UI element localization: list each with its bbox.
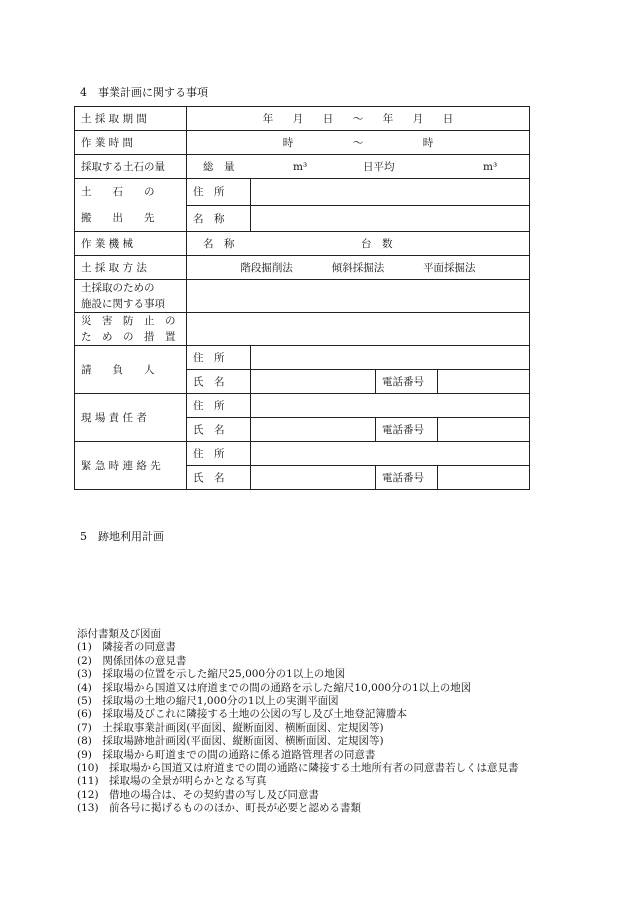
label-facility [75,280,187,313]
manager-person-field[interactable] [251,418,376,442]
export-address-label: 住 所 [187,179,251,206]
label-emergency [75,442,187,490]
label-machine-text: 作 業 機 械 [81,238,134,250]
emergency-person-label: 氏 名 [187,466,251,490]
label-hours [75,131,187,155]
row-contractor-address [75,346,530,370]
section-5-title: 5 跡地利用計画 [80,530,164,543]
row-hours [75,131,530,155]
period-month-2: 月 [412,113,424,125]
attachments-list [77,628,537,816]
field-facility[interactable] [187,280,530,313]
contractor-phone-field[interactable] [438,370,530,394]
emergency-address-field[interactable] [251,442,530,466]
emergency-phone-field[interactable] [438,466,530,490]
period-day-1: 日 [322,113,334,125]
row-amount [75,155,530,179]
hours-end: 時 [422,137,434,149]
attachment-item: (11) 採取場の全景が明らかとなる写真 [77,775,267,788]
machine-count-label: 台 数 [361,238,393,250]
label-hours-text: 作 業 時 間 [81,137,134,149]
manager-phone-label: 電話番号 [376,418,438,442]
amount-unit-1: m³ [293,160,308,173]
attachment-item: (1) 隣接者の同意書 [77,641,176,654]
section-4-title: 4 事業計画に関する事項 [80,86,208,99]
amount-daily-label: 日平均 [363,161,395,173]
label-disaster-top: 災 害 防 止 の [81,315,176,327]
emergency-person-field[interactable] [251,466,376,490]
label-manager [75,394,187,442]
emergency-phone-label: 電話番号 [376,466,438,490]
label-disaster [75,313,187,346]
machine-name-label: 名 称 [203,238,235,250]
row-export-address [75,179,530,206]
label-period-text: 土 採 取 期 間 [81,113,147,125]
row-emergency-address [75,442,530,466]
field-machine[interactable] [187,232,530,256]
period-tilde: ～ [352,113,364,125]
attachment-item: (10) 採取場から国道又は府道までの間の通路に隣接する土地所有者の同意書若しくは意見書 [77,762,519,775]
export-name-label: 名 称 [187,205,251,232]
attachment-item: (13) 前各号に掲げるもののほか、町長が必要と認める書類 [77,802,362,815]
contractor-person-label: 氏 名 [187,370,251,394]
field-amount[interactable] [187,155,530,179]
method-option-3[interactable]: 平面採掘法 [423,262,476,274]
amount-total-label: 総 量 [203,161,235,173]
manager-person-label: 氏 名 [187,418,251,442]
label-export-bottom: 搬 出 先 [81,212,155,224]
label-period [75,107,187,131]
row-method [75,256,530,280]
attachment-item: (4) 採取場から国道又は府道までの間の通路を示した縮尺10,000分の1以上の地図 [77,681,472,694]
amount-unit-2: m³ [483,160,498,173]
period-year-1: 年 [262,113,274,125]
business-plan-table [74,106,530,490]
attachment-item: (8) 採取場跡地計画図(平面図、縦断面図、横断面図、定規図等) [77,735,384,748]
row-period [75,107,530,131]
period-year-2: 年 [382,113,394,125]
hours-start: 時 [282,137,294,149]
label-amount: 採取する土石の量 [75,155,187,179]
manager-address-field[interactable] [251,394,530,418]
row-manager-address [75,394,530,418]
manager-address-label: 住 所 [187,394,251,418]
label-facility-top: 土採取のための [81,282,155,294]
attachment-item: (2) 関係団体の意見書 [77,654,187,667]
method-option-1[interactable]: 階段掘削法 [240,262,293,274]
attachments-heading: 添付書類及び図面 [77,628,161,640]
period-day-2: 日 [442,113,454,125]
label-export-top: 土 石 の [81,186,155,198]
field-hours[interactable] [187,131,530,155]
attachment-item: (7) 土採取事業計画図(平面図、縦断面図、横断面図、定規図等) [77,721,384,734]
contractor-phone-label: 電話番号 [376,370,438,394]
hours-tilde: ～ [352,137,364,149]
attachment-item: (9) 採取場から町道までの間の通路に係る道路管理者の同意書 [77,748,376,761]
row-machine [75,232,530,256]
attachment-item: (5) 採取場の土地の縮尺1,000分の1以上の実測平面図 [77,695,339,708]
attachment-item: (6) 採取場及びこれに隣接する土地の公図の写し及び土地登記簿謄本 [77,708,407,721]
attachment-item: (3) 採取場の位置を示した縮尺25,000分の1以上の地図 [77,668,346,681]
label-contractor-text: 請 負 人 [81,364,155,376]
field-method[interactable] [187,256,530,280]
period-month-1: 月 [292,113,304,125]
label-method [75,256,187,280]
export-name-field[interactable] [251,205,530,232]
contractor-person-field[interactable] [251,370,376,394]
contractor-address-field[interactable] [251,346,530,370]
label-export [75,179,187,232]
emergency-address-label: 住 所 [187,442,251,466]
label-disaster-bottom: た め の 措 置 [81,331,176,343]
attachment-item: (12) 借地の場合は、その契約書の写し及び同意書 [77,788,320,801]
export-address-field[interactable] [251,179,530,206]
label-contractor [75,346,187,394]
contractor-address-label: 住 所 [187,346,251,370]
row-facility [75,280,530,313]
row-disaster [75,313,530,346]
label-facility-bottom: 施設に関する事項 [81,298,165,310]
field-period[interactable] [187,107,530,131]
method-option-2[interactable]: 傾斜採掘法 [331,262,385,274]
label-manager-text: 現 場 責 任 者 [81,412,147,424]
label-method-text: 土 採 取 方 法 [81,262,147,274]
field-disaster[interactable] [187,313,530,346]
manager-phone-field[interactable] [438,418,530,442]
label-machine [75,232,187,256]
label-emergency-text: 緊 急 時 連 絡 先 [81,460,161,472]
